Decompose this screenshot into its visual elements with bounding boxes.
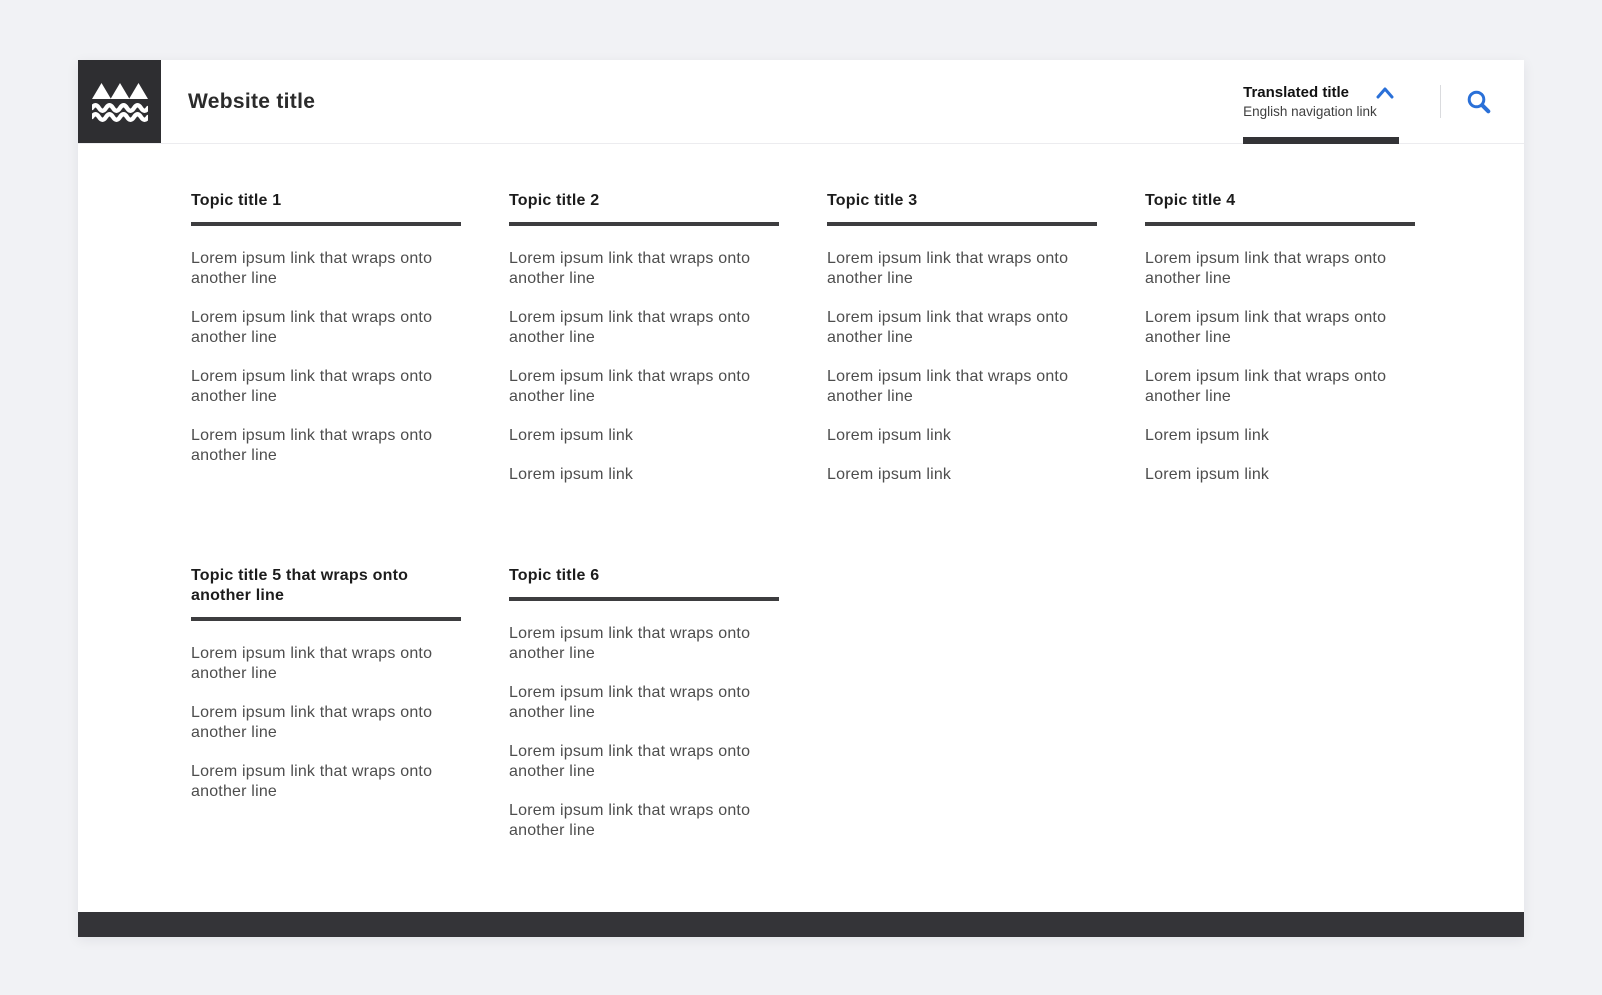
menu-link[interactable]: Lorem ipsum link that wraps onto another line — [191, 309, 433, 346]
menu-link[interactable]: Lorem ipsum link that wraps onto another line — [1145, 309, 1387, 346]
menu-link[interactable]: Lorem ipsum link that wraps onto another line — [509, 309, 751, 346]
site-title[interactable]: Website title — [188, 89, 316, 113]
mountains-waves-icon — [92, 80, 148, 124]
topic-title: Topic title 2 — [509, 192, 600, 209]
active-nav-indicator — [1243, 137, 1399, 144]
topic-column — [509, 191, 779, 504]
menu-link[interactable]: Lorem ipsum link that wraps onto another line — [509, 743, 751, 780]
topic-title: Topic title 4 — [1145, 192, 1236, 209]
topic-column — [827, 191, 1097, 504]
mega-menu — [78, 144, 1524, 912]
menu-link[interactable]: Lorem ipsum link that wraps onto another line — [509, 684, 751, 721]
topic-underline — [509, 597, 779, 601]
menu-link[interactable]: Lorem ipsum link that wraps onto another line — [509, 368, 751, 405]
topic-underline — [1145, 222, 1415, 226]
site-logo[interactable] — [78, 60, 161, 143]
menu-link[interactable]: Lorem ipsum link that wraps onto another line — [191, 250, 433, 287]
topic-title: Topic title 6 — [509, 567, 600, 584]
menu-link[interactable]: Lorem ipsum link that wraps onto another line — [191, 704, 433, 741]
menu-link[interactable]: Lorem ipsum link that wraps onto another line — [827, 250, 1069, 287]
topic-underline — [191, 222, 461, 226]
topic-underline — [191, 617, 461, 621]
nav-item-title: Translated title — [1243, 84, 1349, 101]
topic-underline — [827, 222, 1097, 226]
header-right — [1243, 60, 1524, 143]
menu-link[interactable]: Lorem ipsum link that wraps onto another line — [509, 250, 751, 287]
site-header — [78, 60, 1524, 144]
menu-link[interactable]: Lorem ipsum link that wraps onto another line — [191, 427, 433, 464]
menu-link[interactable]: Lorem ipsum link — [1145, 466, 1270, 483]
menu-link[interactable]: Lorem ipsum link that wraps onto another line — [191, 763, 433, 800]
topic-title: Topic title 1 — [191, 192, 282, 209]
menu-link[interactable]: Lorem ipsum link that wraps onto another line — [191, 368, 433, 405]
nav-item-subtitle-link[interactable]: English navigation link — [1243, 104, 1377, 119]
site-card — [78, 60, 1524, 937]
menu-link[interactable]: Lorem ipsum link that wraps onto another line — [509, 802, 751, 839]
menu-link[interactable]: Lorem ipsum link that wraps onto another line — [827, 368, 1069, 405]
header-divider — [1440, 85, 1441, 118]
topic-column — [509, 566, 779, 860]
search-icon — [1466, 89, 1492, 115]
menu-link[interactable]: Lorem ipsum link that wraps onto another line — [509, 625, 751, 662]
topic-column — [191, 566, 461, 860]
menu-link[interactable]: Lorem ipsum link — [827, 466, 952, 483]
menu-link[interactable]: Lorem ipsum link that wraps onto another line — [1145, 250, 1387, 287]
footer-bar — [78, 912, 1524, 937]
topic-column — [191, 191, 461, 504]
menu-link[interactable]: Lorem ipsum link — [509, 427, 634, 444]
nav-item-translated-title[interactable] — [1243, 60, 1394, 143]
menu-link[interactable]: Lorem ipsum link that wraps onto another line — [827, 309, 1069, 346]
menu-link[interactable]: Lorem ipsum link — [509, 466, 634, 483]
topic-column — [1145, 191, 1415, 504]
topic-title: Topic title 5 that wraps onto another line — [191, 567, 409, 604]
menu-link[interactable]: Lorem ipsum link — [827, 427, 952, 444]
menu-link[interactable]: Lorem ipsum link that wraps onto another line — [191, 645, 433, 682]
menu-link[interactable]: Lorem ipsum link that wraps onto another line — [1145, 368, 1387, 405]
menu-link[interactable]: Lorem ipsum link — [1145, 427, 1270, 444]
topic-underline — [509, 222, 779, 226]
chevron-up-icon — [1376, 86, 1394, 99]
search-button[interactable] — [1466, 89, 1492, 115]
topic-title: Topic title 3 — [827, 192, 918, 209]
